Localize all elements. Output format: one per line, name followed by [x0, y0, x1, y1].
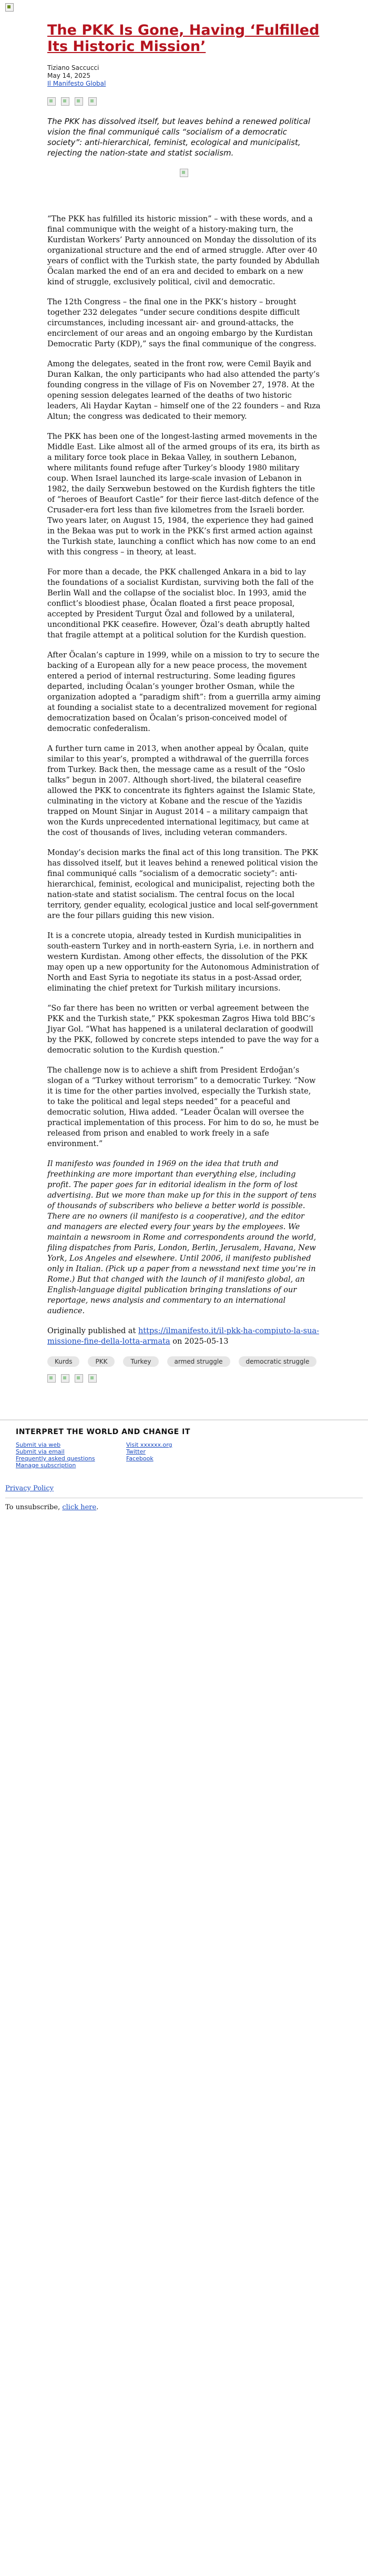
- paragraph: Among the delegates, seated in the front row, were Cemil Bayik and Duran Kalkan, the only participants who had also attended the party’s founding congress in the village of Fis on November 27, 1978. At the opening session delegates learned of the deaths of two historic leaders, Ali Haydar Kaytan – himself one of the 22 founders – and Rıza Altun; the congress was dedicated to their memory.: [47, 360, 321, 421]
- manage-subscription-link[interactable]: Manage subscription: [16, 1462, 76, 1469]
- share-bar-top: [47, 97, 321, 106]
- visit-site-link[interactable]: Visit xxxxxx.org: [126, 1441, 172, 1448]
- twitter-share-icon[interactable]: [61, 97, 69, 106]
- author-name: Tiziano Saccucci: [47, 64, 99, 71]
- original-link[interactable]: https://ilmanifesto.it/il-pkk-ha-compiuto-la-sua-missione-fine-della-lotta-armata: [47, 1327, 319, 1346]
- twitter-link[interactable]: Twitter: [126, 1448, 146, 1455]
- footer-links-left: [16, 1441, 126, 1469]
- share-bar-bottom: [47, 1374, 321, 1383]
- hero-image-icon: [180, 169, 188, 177]
- publication-link[interactable]: Il Manifesto Global: [47, 80, 106, 87]
- unsubscribe-link[interactable]: click here: [62, 1503, 97, 1511]
- paragraph: “The PKK has fulfilled its historic mission” – with these words, and a final communique with the weight of a history-making turn, the Kurdistan Workers’ Party announced on Monday the dissolution of its organizational structure and the end of armed struggle. After over 40 years of conflict with the Turkish state, the party founded by Abdullah Öcalan marked the end of an era and decided to embark on a new kind of struggle, exclusively political, civil and democratic.: [47, 215, 320, 286]
- paragraph: A further turn came in 2013, when another appeal by Öcalan, quite similar to this year’s, prompted a withdrawal of the guerrilla forces from Turkey. Back then, the message came as a result of the “Oslo talks” begun in 2007. Although short-lived, the bilateral ceasefire allowed the PKK to concentrate its fighters against the Islamic State, culminating in the victory at Kobane and the rescue of the Yazidis trapped on Mount Sinjar in August 2014 – a military campaign that won the Kurds unprecedented international legitimacy, but came at the cost of thousands of lives, including veteran commanders.: [47, 745, 315, 837]
- byline: [47, 64, 321, 88]
- tag-pkk[interactable]: PKK: [88, 1356, 115, 1367]
- article: [47, 22, 321, 1383]
- tag-democratic-struggle[interactable]: democratic struggle: [239, 1356, 317, 1367]
- footer-heading: INTERPRET THE WORLD AND CHANGE IT: [16, 1428, 190, 1436]
- submit-web-link[interactable]: Submit via web: [16, 1441, 61, 1448]
- tag-turkey[interactable]: Turkey: [123, 1356, 158, 1367]
- paragraph: After Öcalan’s capture in 1999, while on a mission to try to secure the backing of a European ally for a new peace process, the movement entered a period of internal restructuring. Some leading figures departed, including Öcalan’s younger brother Osman, while the organization adopted a “paradigm shift”: from a guerrilla army aiming at founding a socialist state to a decentralized movement for regional democratization based on Öcalan’s prison-conceived model of democratic confederalism.: [47, 651, 321, 733]
- unsubscribe-suffix: .: [96, 1503, 99, 1511]
- twitter-share-icon[interactable]: [61, 1374, 69, 1383]
- tag-armed-struggle[interactable]: armed struggle: [167, 1356, 230, 1367]
- print-share-icon[interactable]: [88, 1374, 97, 1383]
- paragraph: The 12th Congress – the final one in the PKK’s history – brought together 232 delegates “under secure conditions despite difficult circumstances, including incessant air- and ground-attacks, the encirclement of our areas and an ongoing embargo by the Kurdistan Democratic Party (KDP),” says the final communique of the congress.: [47, 298, 316, 348]
- email-share-icon[interactable]: [75, 1374, 83, 1383]
- footer: [0, 1419, 368, 1474]
- original-suffix: on 2025-05-13: [170, 1337, 229, 1346]
- original-source: [47, 1326, 321, 1347]
- article-body: [47, 214, 321, 1316]
- paragraph: The challenge now is to achieve a shift from President Erdoğan’s slogan of a “Turkey without terrorism” to a democratic Turkey. “Now it is time for the other parties involved, especially the Turkish state, to take the political and legal steps needed” for a peaceful and democratic solution, Hiwa added. “Leader Öcalan will oversee the practical implementation of this process. For him to do so, he must be released from prison and enabled to work freely in a safe environment.”: [47, 1066, 319, 1148]
- faq-link[interactable]: Frequently asked questions: [16, 1455, 95, 1462]
- publisher-note: Il manifesto was founded in 1969 on the idea that truth and freethinking are more important than everything else, including profit. The paper goes far in editorial idealism in the form of lost advertising. But we more than make up for this in the support of tens of thousands of subscribers who believe a better world is possible. There are no owners (il manifesto is a cooperative), and the editor and managers are elected every four years by the employees. We maintain a newsroom in Rome and correspondents around the world, filing dispatches from Paris, London, Berlin, Jerusalem, Havana, New York, Los Angeles and elsewhere. Until 2006, il manifesto published only in Italian. (Pick up a paper from a newsstand next time you’re in Rome.) But that changed with the launch of il manifesto global, an English-language digital publication bringing translations of our reportage, news analysis and commentary to an international audience.: [47, 1160, 316, 1315]
- unsubscribe-line: [5, 1503, 363, 1511]
- paragraph: Monday’s decision marks the final act of this long transition. The PKK has dissolved itself, but it leaves behind a renewed political vision the final communiqué calls “socialism of a democratic society”: anti-hierarchical, feminist, ecological and municipalist, rejecting both the nation-state and statist socialism. The central focus on the local territory, gender equality, ecological justice and local self-government are the four pillars guiding this new vision.: [47, 849, 319, 920]
- article-standfirst: The PKK has dissolved itself, but leaves behind a renewed political vision the final communiqué calls “socialism of a democratic society”: anti-hierarchical, feminist, ecological and municipalist, rejecting the nation-state and statist socialism.: [47, 117, 311, 158]
- privacy-policy-link[interactable]: Privacy Policy: [5, 1485, 54, 1492]
- publish-date: May 14, 2025: [47, 72, 91, 79]
- article-title[interactable]: The PKK Is Gone, Having ‘Fulfilled Its Historic Mission’: [47, 22, 320, 55]
- top-bar: [0, 0, 368, 22]
- original-prefix: Originally published at: [47, 1327, 138, 1335]
- unsubscribe-prefix: To unsubscribe,: [5, 1503, 63, 1511]
- paragraph: It is a concrete utopia, already tested in Kurdish municipalities in south-eastern Turkey and in north-eastern Syria, i.e. in northern and western Kurdistan. Among other effects, the dissolution of the PKK may open up a new opportunity for the Autonomous Administration of North and East Syria to negotiate its status in a post-Assad order, eliminating the chief pretext for Turkish military incursions.: [47, 932, 319, 993]
- email-share-icon[interactable]: [75, 97, 83, 106]
- print-share-icon[interactable]: [88, 97, 97, 106]
- footer-links-right: [126, 1441, 237, 1469]
- paragraph: “So far there has been no written or verbal agreement between the PKK and the Turkish state,” PKK spokesman Zagros Hiwa told BBC’s Jiyar Gol. “What has happened is a unilateral declaration of goodwill by the PKK, followed by concrete steps intended to pave the way for a democratic solution to the Kurdish question.”: [47, 1004, 319, 1055]
- paragraph: The PKK has been one of the longest-lasting armed movements in the Middle East. Like almost all of the armed groups of its era, its birth as a military force took place in Bekaa Valley, in southern Lebanon, where militants found refuge after Turkey’s bloody 1980 military coup. When Israel launched its large-scale invasion of Lebanon in 1982, the daily Serxwebun bestowed on the Kurdish fighters the title of “heroes of Beaufort Castle” for their fierce last-ditch defence of the Crusader-era fort less than five kilometres from the Israeli border. Two years later, on August 15, 1984, the experience they had gained in the Bekaa was put to work in the PKK’s first armed action against the Turkish state, launching a conflict which has now come to an end with this congress – in theory, at least.: [47, 432, 320, 557]
- tag-list: [47, 1356, 321, 1367]
- tag-kurds[interactable]: Kurds: [47, 1356, 79, 1367]
- legal-footer: [0, 1474, 368, 1522]
- facebook-link[interactable]: Facebook: [126, 1455, 154, 1462]
- facebook-share-icon[interactable]: [47, 97, 56, 106]
- footer-links: [16, 1441, 237, 1469]
- facebook-share-icon[interactable]: [47, 1374, 56, 1383]
- paragraph: For more than a decade, the PKK challenged Ankara in a bid to lay the foundations of a socialist Kurdistan, surviving both the fall of the Berlin Wall and the collapse of the socialist bloc. In 1993, amid the conflict’s bloodiest phase, Öcalan floated a first peace proposal, accepted by President Turgut Özal and followed by a unilateral, unconditional PKK ceasefire. However, Özal’s death abruptly halted that fragile attempt at a political solution for the Kurdish question.: [47, 568, 314, 640]
- submit-email-link[interactable]: Submit via email: [16, 1448, 65, 1455]
- site-logo-icon[interactable]: [5, 3, 14, 12]
